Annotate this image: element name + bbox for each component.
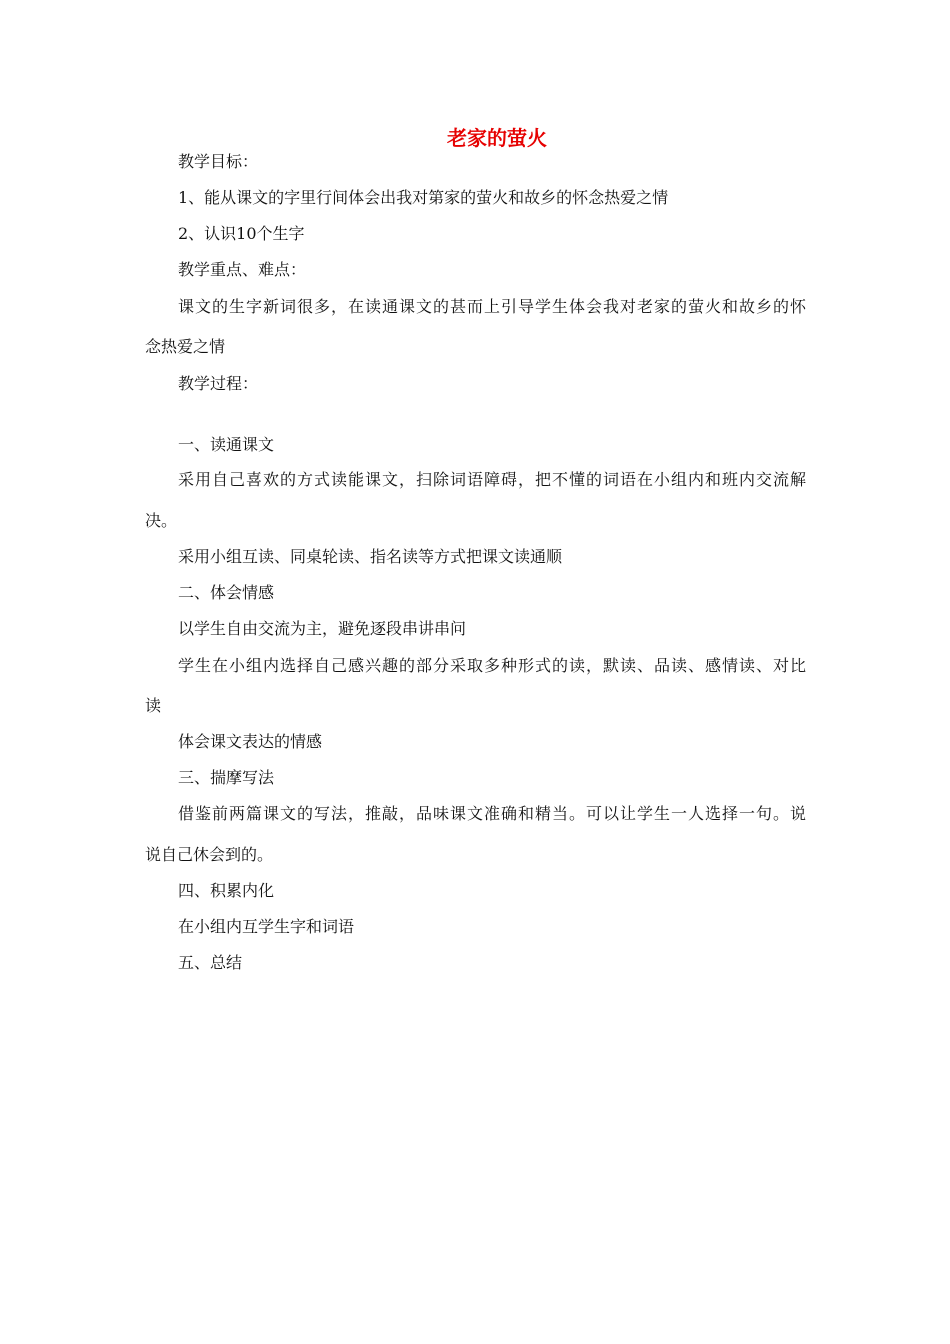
step-1-paragraph-line-1: 采用自己喜欢的方式读能课文，扫除词语障碍，把不懂的词语在小组内和班内交流解 — [178, 470, 806, 489]
step-2-paragraph-3: 体会课文表达的情感 — [178, 732, 323, 751]
key-points-paragraph-line-1: 课文的生字新词很多，在读通课文的甚而上引导学生体会我对老家的萤火和故乡的怀 — [178, 297, 806, 316]
step-heading-3: 三、揣摩写法 — [178, 768, 275, 787]
objective-item-1: 1、能从课文的字里行间体会出我对第家的萤火和故乡的怀念热爱之情 — [178, 188, 669, 207]
step-heading-1: 一、读通课文 — [178, 435, 275, 454]
step-3-paragraph-line-1: 借鉴前两篇课文的写法，推敲，品味课文准确和精当。可以让学生一人选择一句。说 — [178, 804, 806, 823]
step-heading-4: 四、积累内化 — [178, 881, 275, 900]
step-3-paragraph-line-2: 说自己休会到的。 — [145, 845, 274, 864]
step-heading-2: 二、体会情感 — [178, 583, 275, 602]
section-heading-process: 教学过程： — [178, 374, 259, 393]
step-1-paragraph-line-2: 决。 — [145, 511, 178, 530]
section-heading-key-points: 教学重点、难点： — [178, 260, 307, 279]
section-heading-objectives: 教学目标： — [178, 152, 259, 171]
step-1-paragraph-2: 采用小组互读、同桌轮读、指名读等方式把课文读通顺 — [178, 547, 563, 566]
step-heading-5: 五、总结 — [178, 953, 243, 972]
step-2-paragraph-2-line-2: 读 — [145, 696, 162, 715]
document-title: 老家的萤火 — [447, 126, 547, 150]
key-points-paragraph-line-2: 念热爱之情 — [145, 337, 226, 356]
step-2-paragraph-1: 以学生自由交流为主，避免逐段串讲串问 — [178, 619, 467, 638]
step-2-paragraph-2-line-1: 学生在小组内选择自己感兴趣的部分采取多种形式的读，默读、品读、感情读、对比 — [178, 656, 806, 675]
objective-item-2: 2、认识10个生字 — [178, 224, 305, 243]
step-4-paragraph: 在小组内互学生字和词语 — [178, 917, 355, 936]
